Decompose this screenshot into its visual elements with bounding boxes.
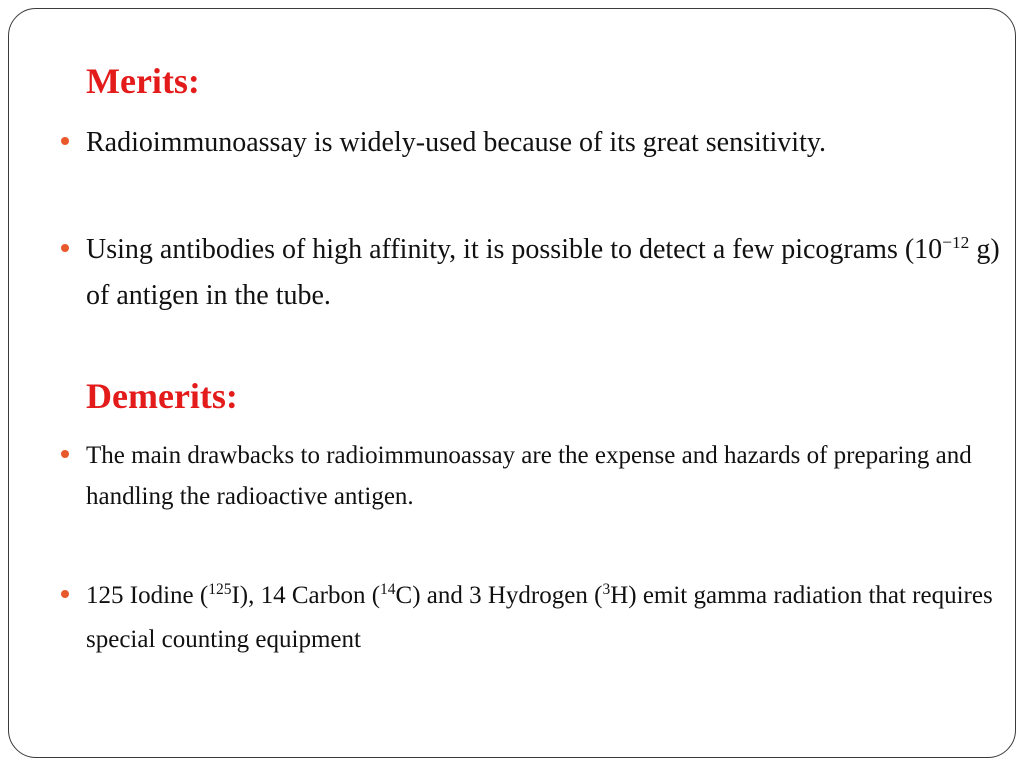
merit-bullet-1-text: Radioimmunoassay is widely-used because of its great sensitivity. (86, 127, 827, 158)
merits-heading: Merits: (86, 61, 200, 101)
bullet-dot-icon (61, 450, 69, 458)
bullet-dot-icon (61, 137, 69, 145)
bullet-dot-icon (61, 244, 69, 252)
slide (8, 8, 1016, 758)
bullet-dot-icon (61, 590, 69, 598)
merit-bullet-2 (61, 228, 1001, 317)
demerits-heading: Demerits: (86, 376, 238, 416)
demerit-bullet-1-text: The main drawbacks to radioimmunoassay are the expense and hazards of preparing and handling the radioactive antigen. (86, 442, 972, 510)
merit-bullet-2-text: Using antibodies of high affinity, it is possible to detect a few picograms ($10^{-12}$ g) of antigen in the tube. (86, 233, 1000, 311)
merit-bullet-1 (61, 121, 1001, 164)
demerit-bullet-2-text: 125 Iodine ($^{125}$I), 14 Carbon ($^{14}$C) and 3 Hydrogen ($^3$H) emit gamma radiation that requires special counting equipment (86, 581, 993, 653)
demerit-bullet-2 (61, 575, 1001, 660)
demerit-bullet-1 (61, 435, 1001, 517)
